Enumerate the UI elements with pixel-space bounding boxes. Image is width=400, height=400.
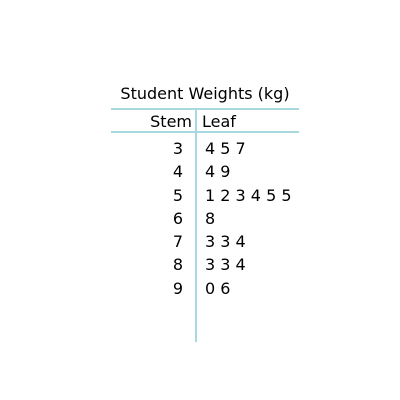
stem-value: 6 <box>172 208 183 228</box>
header-bottom-rule <box>111 131 299 133</box>
leaf-values: 8 <box>205 208 216 228</box>
table-row <box>100 279 310 302</box>
table-row <box>100 209 310 232</box>
stem-value: 8 <box>172 255 183 275</box>
leaf-values: 3 3 4 <box>205 255 246 275</box>
stem-column-header: Stem <box>150 112 192 131</box>
leaf-values: 4 9 <box>205 162 231 182</box>
table-row <box>100 139 310 162</box>
leaf-column-header: Leaf <box>202 112 236 131</box>
leaf-values: 4 5 7 <box>205 139 246 158</box>
stem-leaf-rows <box>100 139 310 302</box>
leaf-values: 3 3 4 <box>205 232 246 252</box>
stem-value: 7 <box>172 232 183 252</box>
stem-value: 4 <box>172 162 183 182</box>
table-row <box>100 255 310 278</box>
table-row <box>100 162 310 185</box>
stem-value: 3 <box>172 139 183 158</box>
stem-value: 5 <box>172 185 183 205</box>
header-top-rule <box>111 108 299 110</box>
table-row <box>100 232 310 255</box>
leaf-values: 1 2 3 4 5 5 <box>205 185 292 205</box>
chart-title: Student Weights (kg) <box>120 84 290 103</box>
stem-value: 9 <box>172 278 183 298</box>
table-row <box>100 186 310 209</box>
leaf-values: 0 6 <box>205 278 231 298</box>
